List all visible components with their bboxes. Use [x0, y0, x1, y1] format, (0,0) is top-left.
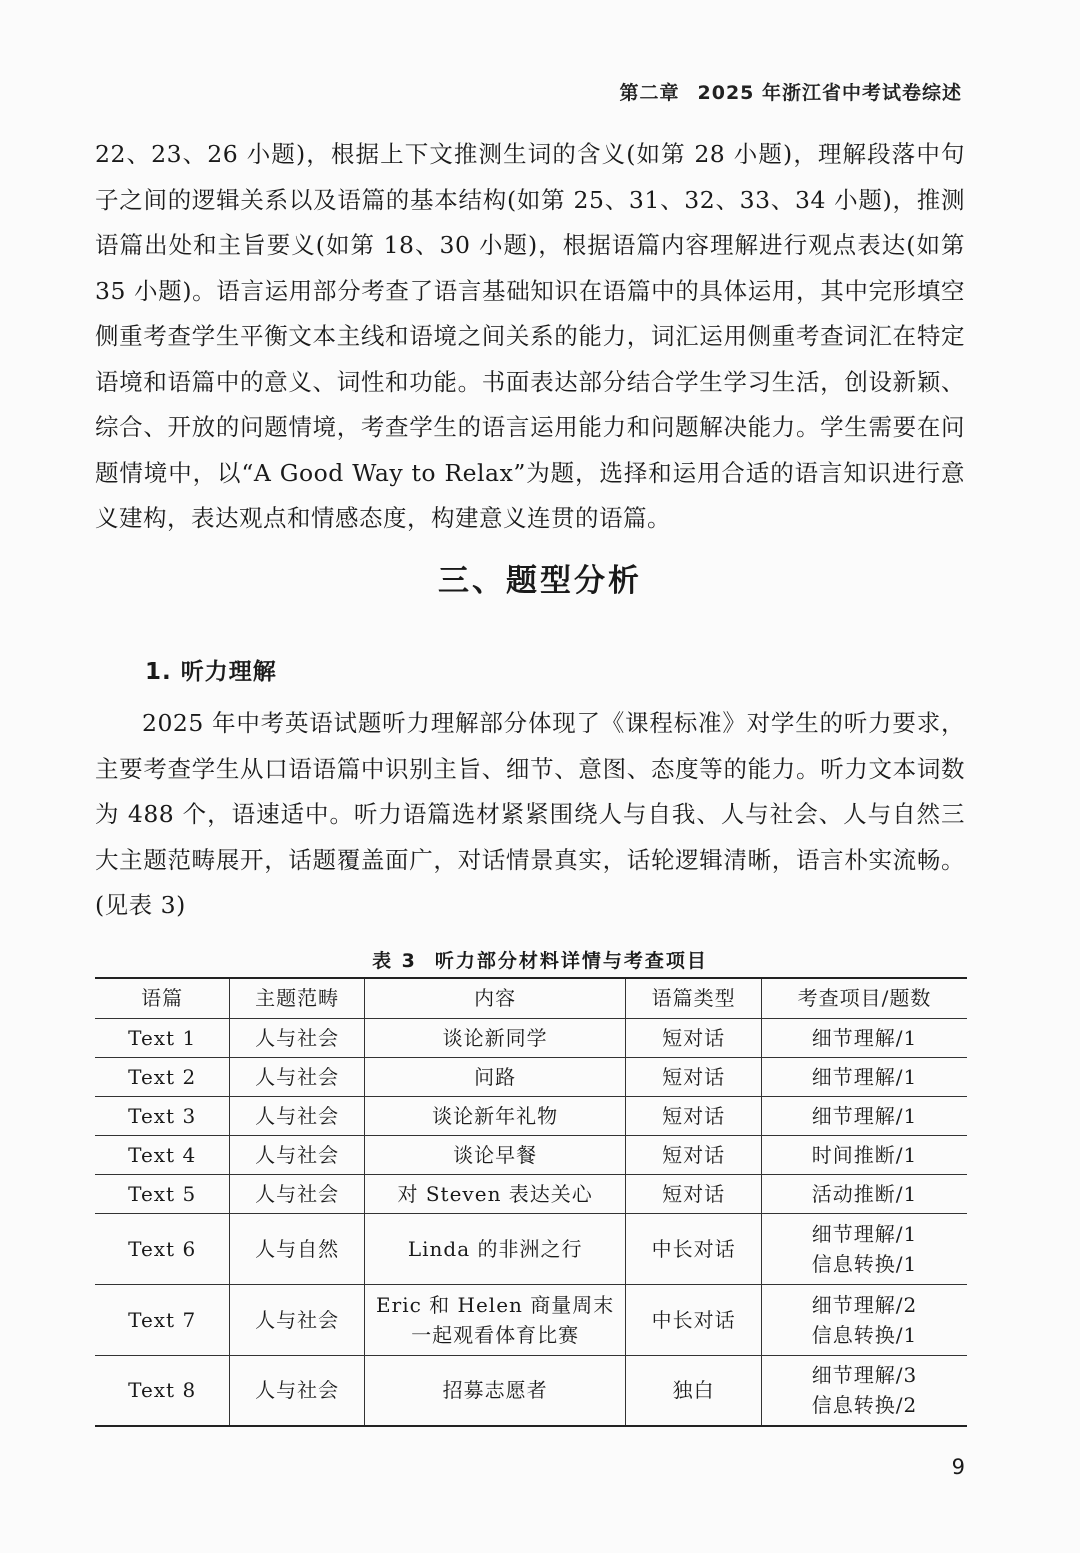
header-cell-text: 语篇: [141, 986, 184, 1011]
cell-type: 短对话: [626, 1135, 762, 1174]
cell-text: Text 8: [128, 1378, 197, 1403]
cell-type: 中长对话: [626, 1213, 762, 1284]
table-row: [95, 1135, 967, 1174]
cell-theme: 人与社会: [230, 1018, 365, 1057]
cell-content: [364, 1135, 625, 1174]
cell-content-line: 谈论新同学: [442, 1025, 548, 1050]
table-caption-label: 表 3: [372, 950, 417, 972]
cell-items: [761, 1174, 967, 1213]
cell-items-line: 细节理解/2: [811, 1292, 918, 1317]
cell-items: [761, 1096, 967, 1135]
cell-content: [364, 1018, 625, 1057]
cell-items: [761, 1057, 967, 1096]
cell-text: Text 5: [128, 1181, 197, 1206]
cell-content: [364, 1096, 625, 1135]
cell-content-line: 谈论新年礼物: [432, 1103, 559, 1128]
header-cell-items: 考查项目/题数: [761, 978, 967, 1018]
cell-theme: 人与社会: [230, 1096, 365, 1135]
cell-content: [364, 1057, 625, 1096]
cell-items-line: 细节理解/1: [811, 1064, 918, 1089]
cell-type: 短对话: [626, 1057, 762, 1096]
cell-items: [761, 1284, 967, 1355]
cell-text: Text 7: [128, 1307, 197, 1332]
header-cell-theme: 主题范畴: [230, 978, 365, 1018]
cell-type: 独白: [626, 1355, 762, 1426]
header-chapter: 第二章: [619, 82, 680, 104]
cell-type: 短对话: [626, 1174, 762, 1213]
cell-items-line: 信息转换/2: [811, 1393, 918, 1418]
cell-theme: 人与社会: [230, 1135, 365, 1174]
cell-content-line: 招募志愿者: [442, 1378, 548, 1403]
cell-content-line: Eric 和 Helen 商量周末: [376, 1292, 615, 1317]
subsection-title: 1. 听力理解: [145, 659, 277, 685]
running-header: [619, 78, 962, 105]
cell-items-line: 细节理解/1: [811, 1025, 918, 1050]
table-row: [95, 1018, 967, 1057]
cell-content-line: Linda 的非洲之行: [407, 1236, 583, 1261]
cell-items-line: 信息转换/1: [811, 1251, 918, 1276]
cell-content: [364, 1213, 625, 1284]
cell-items-line: 活动推断/1: [811, 1181, 918, 1206]
cell-content: [364, 1174, 625, 1213]
cell-text: Text 4: [128, 1142, 197, 1167]
cell-items: [761, 1355, 967, 1426]
cell-text: Text 2: [128, 1064, 197, 1089]
table-row: [95, 1096, 967, 1135]
table-row: [95, 1057, 967, 1096]
header-cell-content: 内容: [364, 978, 625, 1018]
page-number: 9: [951, 1455, 965, 1479]
body-paragraph-1: 22、23、26 小题)，根据上下文推测生词的含义(如第 28 小题)，理解段落中句子之间的逻辑关系以及语篇的基本结构(如第 25、31、32、33、34 小题)，推测语篇出处和主旨要义(如第 18、30 小题)，根据语篇内容理解进行观点表达(如第 35 小题)。语言运用部分考查了语言基础知识在语篇中的具体运用，其中完形填空侧重考查学生平衡文本主线和语境之间关系的能力，词汇运用侧重考查词汇在特定语境和语篇中的意义、词性和功能。书面表达部分结合学生学习生活，创设新颖、综合、开放的问题情境，考查学生的语言运用能力和问题解决能力。学生需要在问题情境中，以“A Good Way to Relax”为题，选择和运用合适的语言知识进行意义建构，表达观点和情感态度，构建意义连贯的语篇。: [95, 140, 965, 532]
body-paragraph-2: 2025 年中考英语试题听力理解部分体现了《课程标准》对学生的听力要求，主要考查学生从口语语篇中识别主旨、细节、意图、态度等的能力。听力文本词数为 488 个，语速适中。听力语篇选材紧紧围绕人与自我、人与社会、人与自然三大主题范畴展开，话题覆盖面广，对话情景真实，话轮逻辑清晰，语言朴实流畅。(见表 3): [95, 709, 965, 919]
cell-content: [364, 1355, 625, 1426]
table-caption: [0, 946, 1080, 973]
cell-items-line: 细节理解/3: [811, 1363, 918, 1388]
cell-text: Text 3: [128, 1103, 197, 1128]
cell-content-line: 对 Steven 表达关心: [397, 1181, 593, 1206]
cell-type: 中长对话: [626, 1284, 762, 1355]
cell-items: [761, 1213, 967, 1284]
cell-items-line: 信息转换/1: [811, 1322, 918, 1347]
table-header-row: [95, 978, 967, 1018]
cell-content-line: 谈论早餐: [453, 1142, 538, 1167]
cell-type: 短对话: [626, 1096, 762, 1135]
cell-theme: 人与社会: [230, 1355, 365, 1426]
header-cell-type: 语篇类型: [626, 978, 762, 1018]
table-row: [95, 1355, 967, 1426]
table-row: [95, 1213, 967, 1284]
cell-items: [761, 1018, 967, 1057]
cell-type: 短对话: [626, 1018, 762, 1057]
cell-text: Text 1: [128, 1025, 197, 1050]
cell-theme: 人与社会: [230, 1174, 365, 1213]
section-title: 三、题型分析: [438, 563, 642, 599]
cell-items-line: 细节理解/1: [811, 1221, 918, 1246]
cell-content: [364, 1284, 625, 1355]
table-body: [95, 1018, 967, 1426]
table-row: [95, 1284, 967, 1355]
cell-items-line: 细节理解/1: [811, 1103, 918, 1128]
listening-materials-table: [95, 977, 967, 1427]
cell-items: [761, 1135, 967, 1174]
table-caption-title: 听力部分材料详情与考查项目: [434, 950, 708, 972]
table-row: [95, 1174, 967, 1213]
cell-content-line: 一起观看体育比赛: [411, 1322, 580, 1347]
cell-items-line: 时间推断/1: [811, 1142, 918, 1167]
cell-theme: 人与社会: [230, 1057, 365, 1096]
cell-theme: 人与自然: [230, 1213, 365, 1284]
cell-content-line: 问路: [474, 1064, 517, 1089]
cell-text: Text 6: [128, 1236, 197, 1261]
header-title: 2025 年浙江省中考试卷综述: [697, 82, 962, 104]
cell-theme: 人与社会: [230, 1284, 365, 1355]
